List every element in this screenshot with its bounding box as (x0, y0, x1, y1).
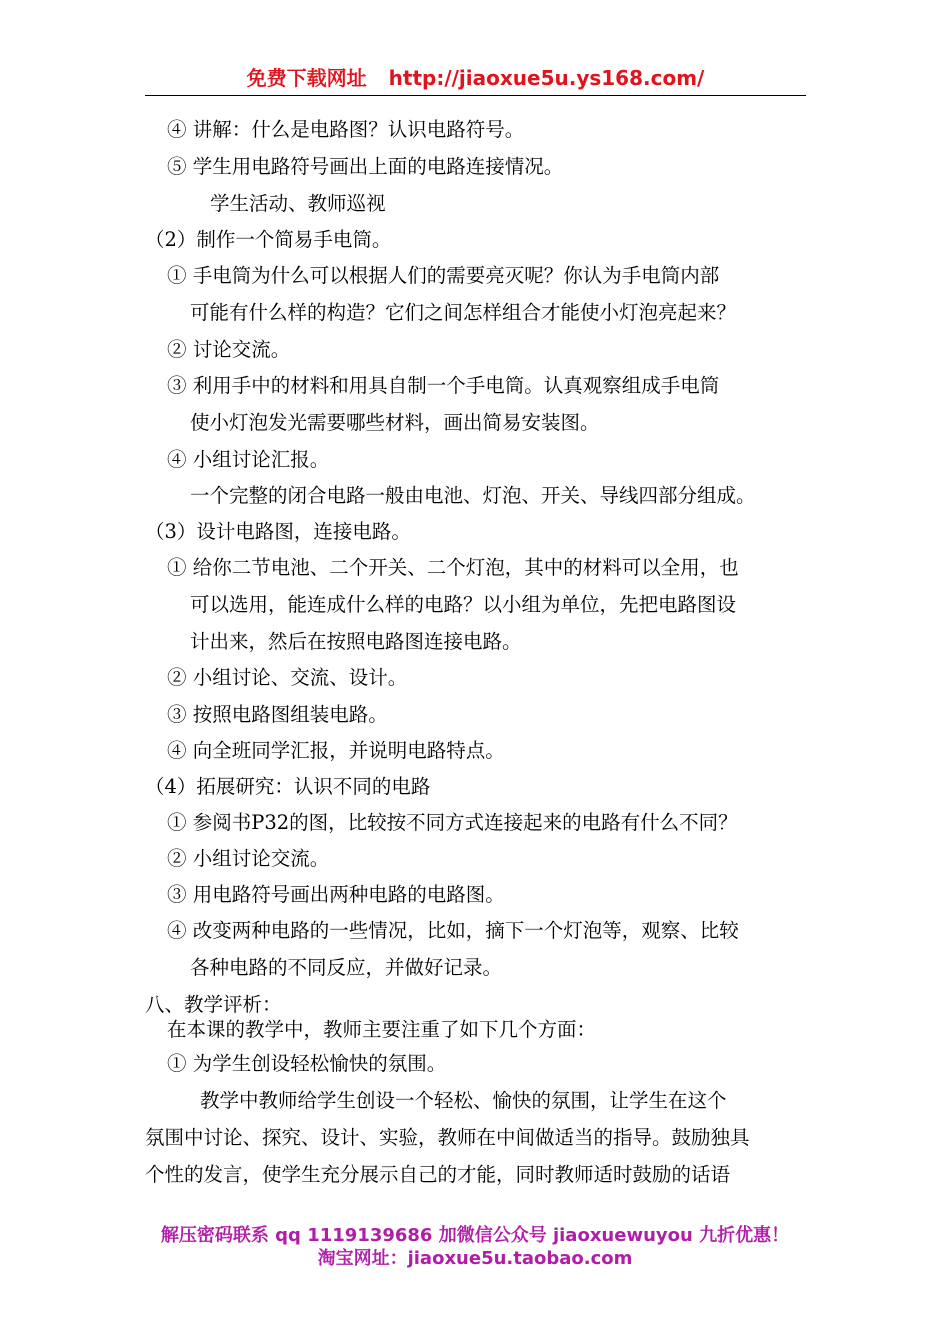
body-line: ④ 小组讨论汇报。 (167, 448, 330, 471)
body-line: 教学中教师给学生创设一个轻松、愉快的氛围，让学生在这个 (200, 1089, 727, 1112)
body-line: ③ 用电路符号画出两种电路的电路图。 (167, 883, 505, 906)
body-line: ③ 按照电路图组装电路。 (167, 703, 388, 726)
body-line: ① 手电筒为什么可以根据人们的需要亮灭呢？你认为手电筒内部 (167, 264, 720, 287)
body-line: （3）设计电路图，连接电路。 (145, 520, 411, 543)
body-line: 个性的发言，使学生充分展示自己的才能，同时教师适时鼓励的话语 (145, 1163, 731, 1186)
body-line: （2）制作一个简易手电筒。 (145, 228, 392, 251)
body-line: ① 给你二节电池、二个开关、二个灯泡，其中的材料可以全用，也 (167, 556, 739, 579)
body-line: ④ 改变两种电路的一些情况，比如，摘下一个灯泡等，观察、比较 (167, 919, 739, 942)
body-line: ① 为学生创设轻松愉快的氛围。 (167, 1052, 447, 1075)
body-line: 可能有什么样的构造？它们之间怎样组合才能使小灯泡亮起来？ (190, 301, 737, 324)
footer-contact: 解压密码联系 qq 1119139686 加微信公众号 jiaoxuewuyou 九折优惠！ (160, 1225, 790, 1246)
page-header (145, 62, 806, 91)
body-line: （4）拓展研究：认识不同的电路 (145, 775, 431, 798)
body-line: ④ 讲解：什么是电路图？认识电路符号。 (167, 118, 525, 141)
body-line: 可以选用，能连成什么样的电路？以小组为单位，先把电路图设 (190, 593, 737, 616)
section-heading: 八、教学评析： (145, 993, 282, 1016)
body-line: 氛围中讨论、探究、设计、实验，教师在中间做适当的指导。鼓励独具 (145, 1126, 750, 1149)
body-line: 计出来，然后在按照电路图连接电路。 (190, 630, 522, 653)
body-line: 学生活动、教师巡视 (210, 192, 386, 215)
body-line: ② 小组讨论、交流、设计。 (167, 666, 408, 689)
body-line: 一个完整的闭合电路一般由电池、灯泡、开关、导线四部分组成。 (190, 484, 756, 507)
header-divider (145, 95, 806, 96)
body-line: ④ 向全班同学汇报，并说明电路特点。 (167, 739, 505, 762)
header-label: 免费下载网址 (246, 66, 367, 90)
body-line: ③ 利用手中的材料和用具自制一个手电筒。认真观察组成手电筒 (167, 374, 720, 397)
footer-shop-link[interactable]: 淘宝网址：jiaoxue5u.taobao.com (317, 1248, 633, 1269)
body-line: 在本课的教学中，教师主要注重了如下几个方面： (167, 1018, 597, 1041)
body-line: ① 参阅书P32的图，比较按不同方式连接起来的电路有什么不同？ (167, 811, 738, 834)
body-line: ② 小组讨论交流。 (167, 847, 330, 870)
body-line: ② 讨论交流。 (167, 338, 291, 361)
body-line: ⑤ 学生用电路符号画出上面的电路连接情况。 (167, 155, 564, 178)
header-url-link[interactable]: http://jiaoxue5u.ys168.com/ (388, 66, 705, 90)
body-line: 各种电路的不同反应，并做好记录。 (190, 956, 503, 979)
body-line: 使小灯泡发光需要哪些材料，画出简易安装图。 (190, 411, 600, 434)
